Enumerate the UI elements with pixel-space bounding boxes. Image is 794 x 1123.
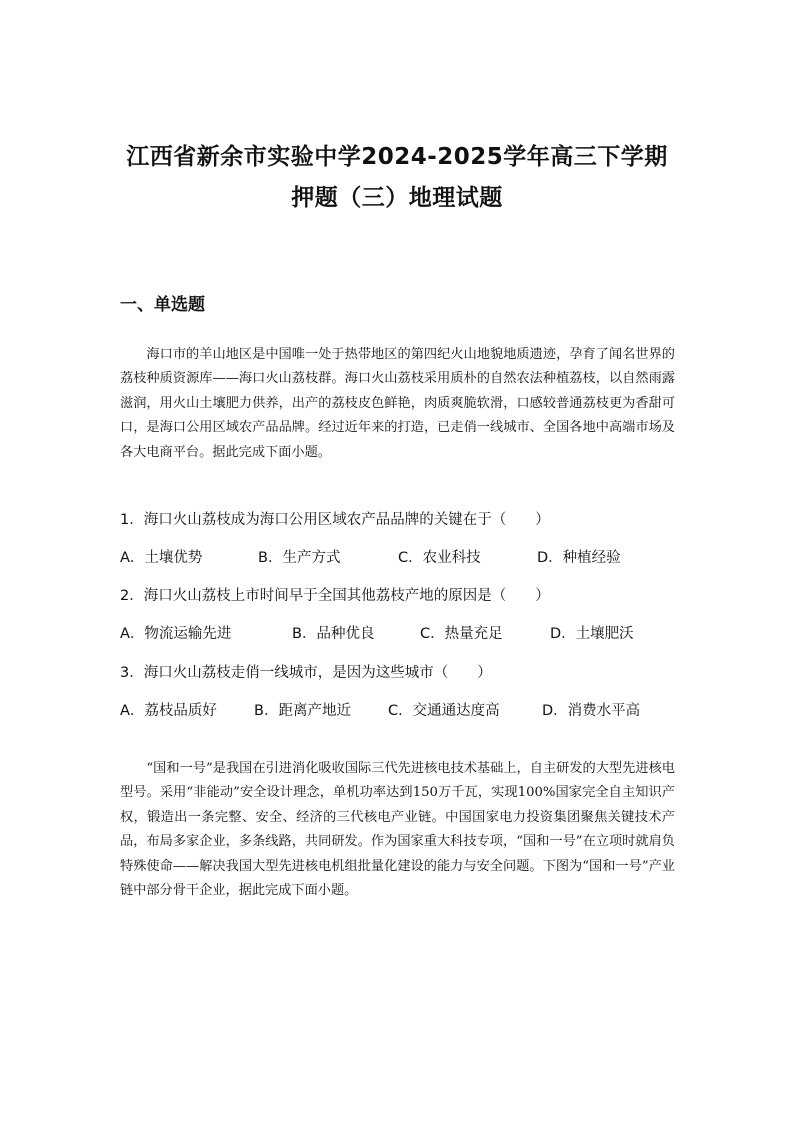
- question-3-option-b[interactable]: B．距离产地近: [254, 703, 351, 719]
- document-title-line-1: 江西省新余市实验中学2024-2025学年高三下学期: [126, 144, 668, 170]
- question-3-stem: 3．海口火山荔枝走俏一线城市，是因为这些城市（ ）: [120, 665, 492, 681]
- document-title-line-2: 押题（三）地理试题: [291, 185, 503, 211]
- section-heading: 一、单选题: [120, 295, 205, 315]
- question-3-options: [120, 700, 700, 722]
- question-2-option-d[interactable]: D．土壤肥沃: [550, 626, 634, 642]
- question-3-option-d[interactable]: D．消费水平高: [542, 703, 641, 719]
- reading-passage-2: “国和一号”是我国在引进消化吸收国际三代先进核电技术基础上，自主研发的大型先进核电型号。采用“非能动”安全设计理念，单机功率达到150万千瓦，实现100%国家完全自主知识产权，锻造出一条完整、安全、经济的三代核电产业链。中国国家电力投资集团聚焦关键技术产品，布局多家企业，多条线路，共同研发。作为国家重大科技专项，“国和一号”在立项时就肩负特殊使命——解决我国大型先进核电机组批量化建设的能力与安全问题。下图为“国和一号”产业链中部分骨干企业，据此完成下面小题。: [120, 761, 675, 899]
- question-2-option-a[interactable]: A．物流运输先进: [120, 626, 232, 642]
- question-3-option-a[interactable]: A．荔枝品质好: [120, 703, 217, 719]
- question-2-option-b[interactable]: B．品种优良: [292, 626, 375, 642]
- question-2-option-c[interactable]: C．热量充足: [420, 626, 503, 642]
- question-1-stem: 1．海口火山荔枝成为海口公用区域农产品品牌的关键在于（ ）: [120, 512, 550, 528]
- question-1-option-d[interactable]: D．种植经验: [537, 550, 621, 566]
- question-2-stem: 2．海口火山荔枝上市时间早于全国其他荔枝产地的原因是（ ）: [120, 588, 550, 604]
- question-1-option-a[interactable]: A．土壤优势: [120, 550, 203, 566]
- question-1-option-c[interactable]: C．农业科技: [398, 550, 481, 566]
- question-1-options: [120, 547, 700, 569]
- question-2-options: [120, 623, 700, 645]
- reading-passage-1: 海口市的羊山地区是中国唯一处于热带地区的第四纪火山地貌地质遗迹，孕育了闻名世界的荔枝种质资源库——海口火山荔枝群。海口火山荔枝采用质朴的自然农法种植荔枝，以自然雨露滋润，用火山土壤肥力供养，出产的荔枝皮色鲜艳，肉质爽脆软滑，口感较普通荔枝更为香甜可口，是海口公用区域农产品品牌。经过近年来的打造，已走俏一线城市、全国各地中高端市场及各大电商平台。据此完成下面小题。: [120, 347, 675, 460]
- question-1-option-b[interactable]: B．生产方式: [258, 550, 341, 566]
- question-3-option-c[interactable]: C．交通通达度高: [388, 703, 500, 719]
